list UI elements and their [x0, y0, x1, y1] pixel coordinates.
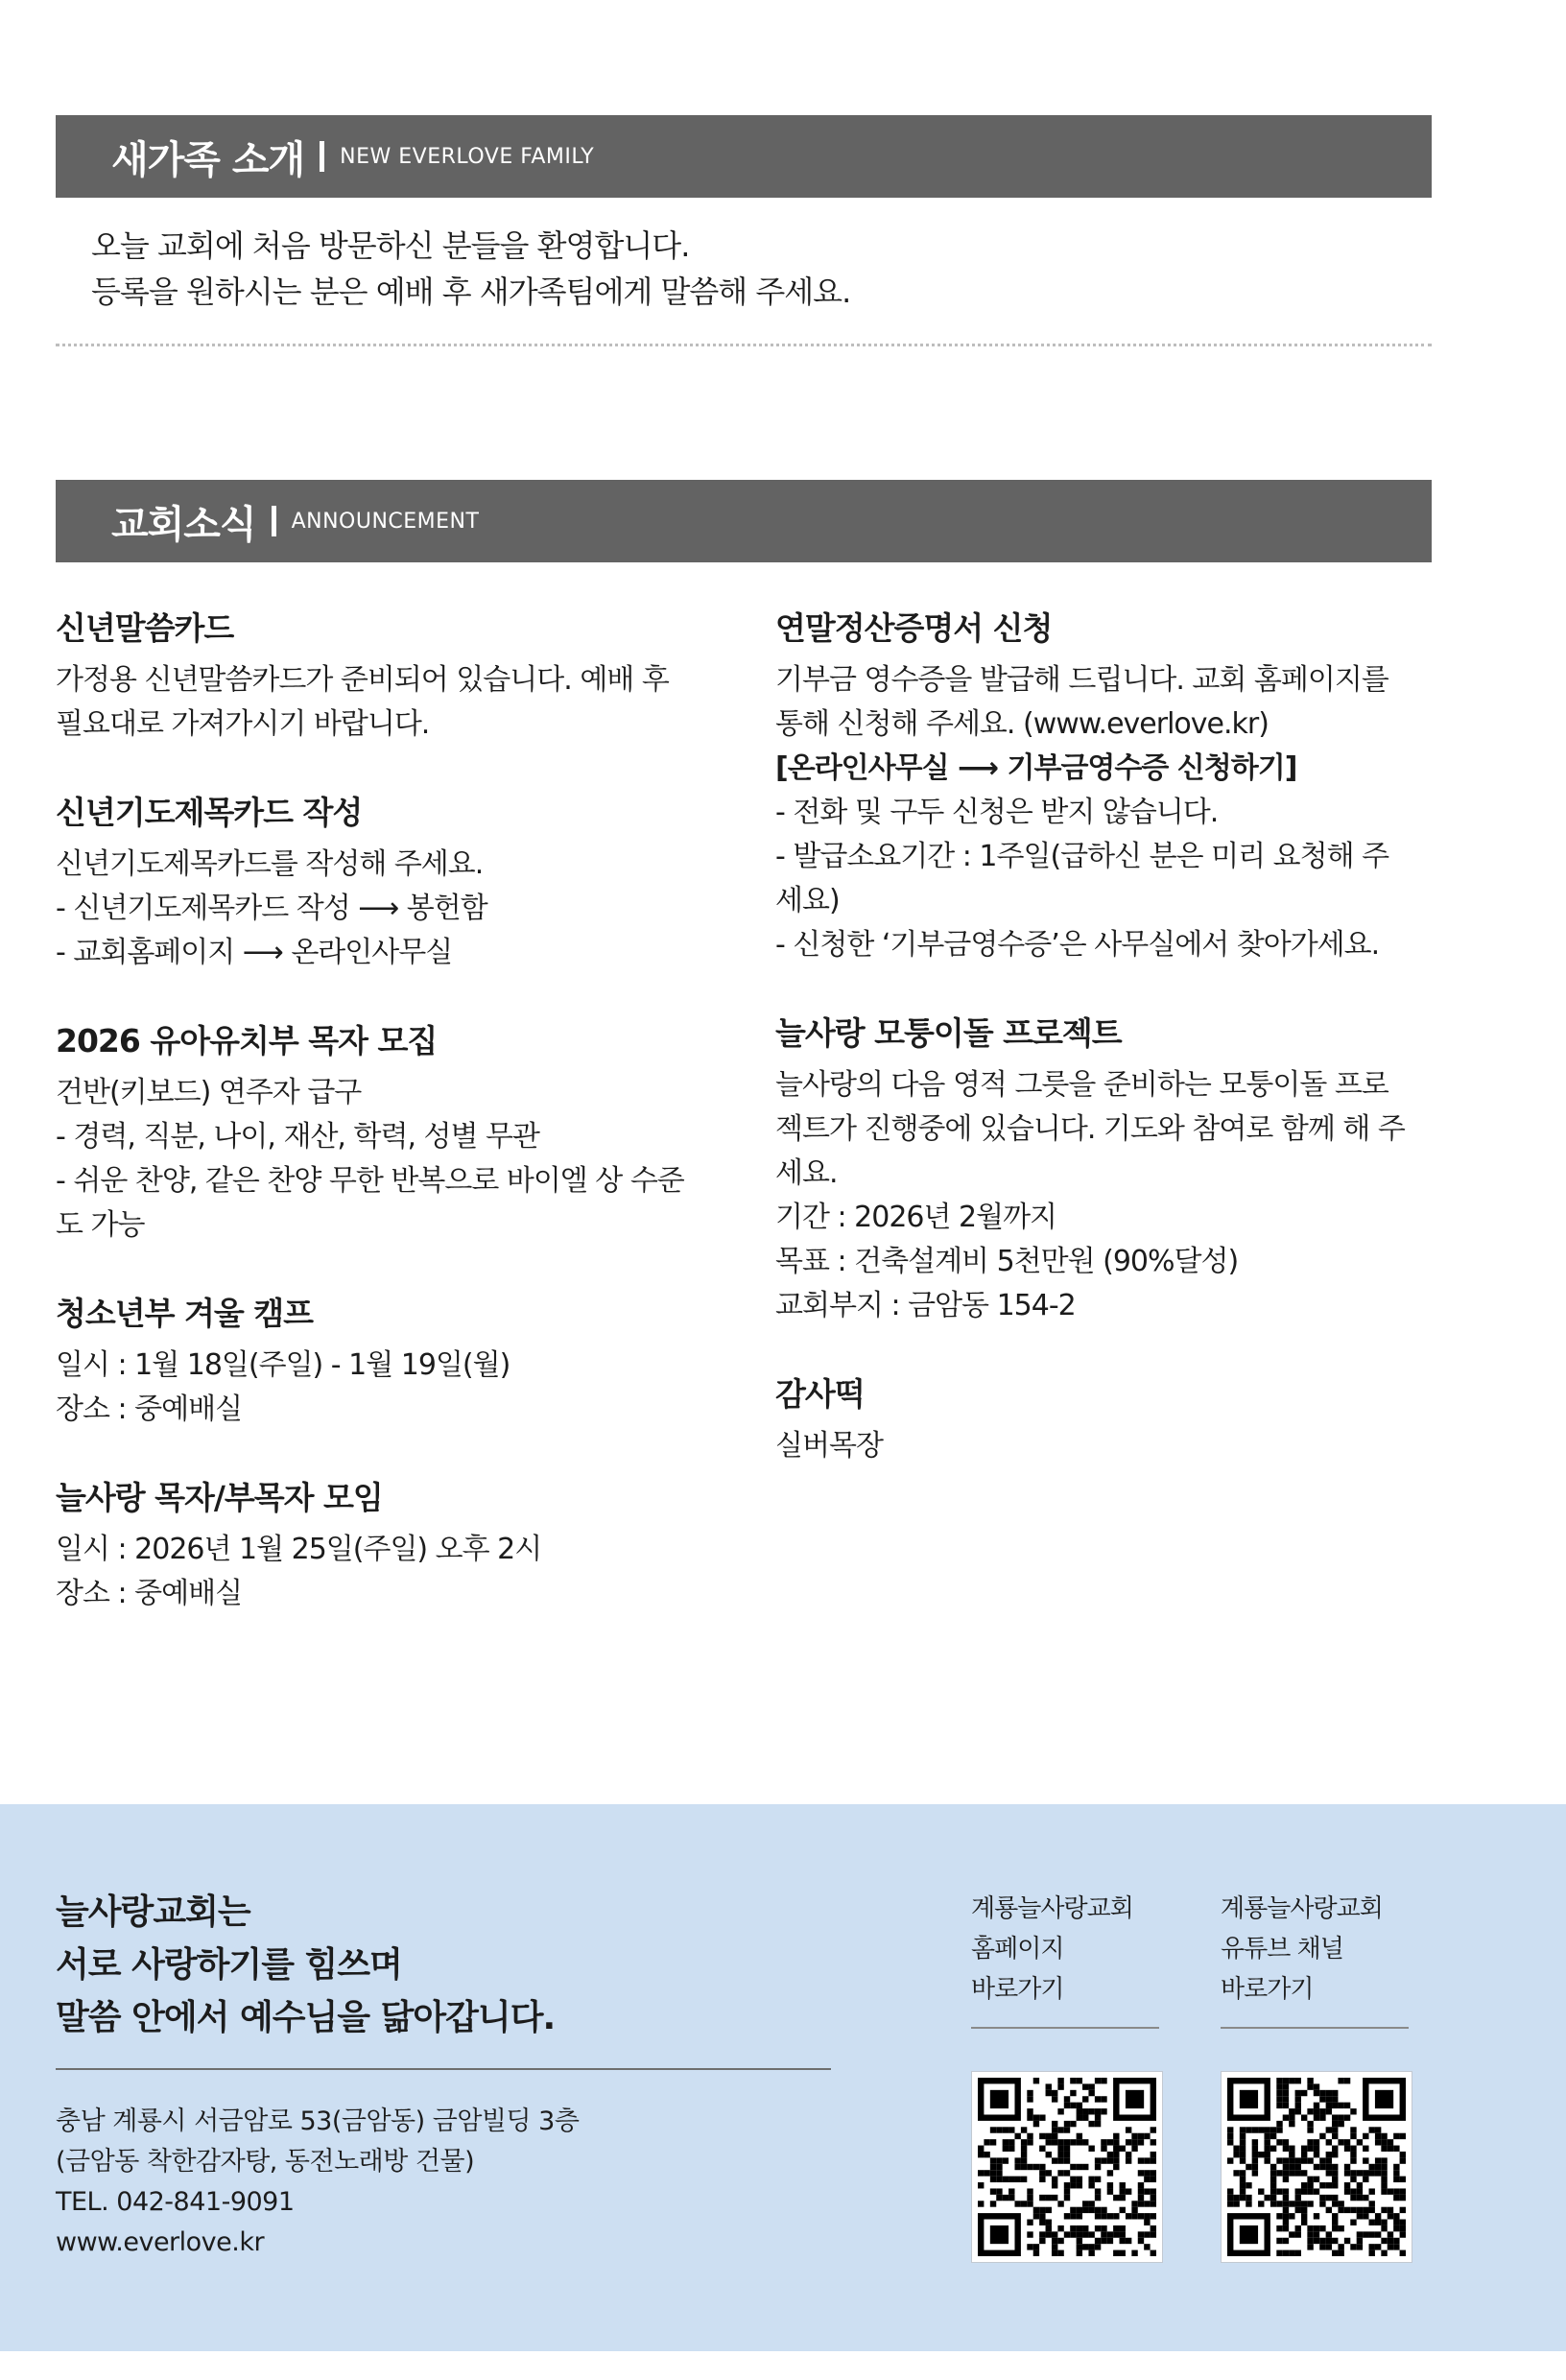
qr-label-line: 바로가기 [1221, 1975, 1314, 2004]
qr-label [971, 1889, 1163, 2010]
announcement-item-line: - 경력, 직분, 나이, 재산, 학력, 성별 무관 [56, 1120, 539, 1154]
announcement-item-title: 늘사랑 목자/부목자 모임 [56, 1479, 383, 1516]
announcement-item-line: - 전화 및 구두 신청은 받지 않습니다. [775, 796, 1219, 829]
slogan-line: 서로 사랑하기를 힘쓰며 [56, 1945, 402, 1985]
announcement-item-title: 감사떡 [775, 1375, 865, 1413]
address-line: 충남 계룡시 서금암로 53(금암동) 금암빌딩 3층 [56, 2106, 580, 2136]
announcement-item [775, 1372, 1447, 1468]
announcement-banner [56, 480, 1432, 562]
announcement-column-right [775, 607, 1447, 1512]
qr-label-line: 홈페이지 [971, 1935, 1064, 1964]
announcement-item-title: 연말정산증명서 신청 [775, 609, 1053, 647]
announcement-item-line: - 신청한 ‘기부금영수증’은 사무실에서 찾아가세요. [775, 928, 1380, 962]
announcement-item-line: - 발급소요기간 : 1주일(급하신 분은 미리 요청해 주 [775, 840, 1389, 873]
announcement-column-left [56, 607, 727, 1660]
announcement-item-line: 신년기도제목카드를 작성해 주세요. [56, 847, 484, 881]
qr-code-icon[interactable] [971, 2071, 1163, 2263]
announcement-item-title: 늘사랑 모퉁이돌 프로젝트 [775, 1014, 1122, 1052]
qr-label-line: 유튜브 채널 [1221, 1935, 1343, 1964]
announcement-item-title: 청소년부 겨울 캠프 [56, 1295, 314, 1332]
announcement-item-line: 기간 : 2026년 2월까지 [775, 1201, 1057, 1234]
announcement-item-line: 늘사랑의 다음 영적 그릇을 준비하는 모퉁이돌 프로 [775, 1068, 1388, 1102]
announcement-item-title: 신년말씀카드 [56, 609, 234, 647]
new-family-title: 새가족 소개 [111, 137, 305, 182]
church-slogan [56, 1886, 555, 2044]
announcement-item-title: 2026 유아유치부 목자 모집 [56, 1022, 438, 1059]
qr-divider [971, 2027, 1159, 2029]
announcement-subtitle: ANNOUNCEMENT [291, 509, 480, 534]
announcement-item [56, 1292, 727, 1432]
announcement-item-line: 건반(키보드) 연주자 급구 [56, 1076, 362, 1109]
announcement-item-line: - 쉬운 찬양, 같은 찬양 무한 반복으로 바이엘 상 수준 [56, 1164, 684, 1198]
announcement-item-title: 신년기도제목카드 작성 [56, 794, 363, 831]
announcement-item-line: 세요. [775, 1156, 838, 1190]
new-family-banner [56, 115, 1432, 198]
announcement-item [775, 1012, 1447, 1328]
intro-line: 등록을 원하시는 분은 예배 후 새가족팀에게 말씀해 주세요. [91, 274, 851, 310]
qr-label-line: 계룡늘사랑교회 [971, 1894, 1133, 1923]
announcement-item-line: 젝트가 진행중에 있습니다. 기도와 참여로 함께 해 주 [775, 1112, 1405, 1146]
announcement-item-line: [온라인사무실 ⟶ 기부금영수증 신청하기] [775, 751, 1297, 785]
announcement-item [56, 1019, 727, 1248]
announcement-item-line: 일시 : 2026년 1월 25일(주일) 오후 2시 [56, 1533, 542, 1566]
announcement-item-line: - 신년기도제목카드 작성 ⟶ 봉헌함 [56, 892, 487, 925]
announcement-item-line: 실버목장 [775, 1429, 883, 1463]
announcement-item-line: 장소 : 중예배실 [56, 1577, 243, 1610]
announcement-item-line: 도 가능 [56, 1208, 145, 1242]
announcement-item-line: 가정용 신년말씀카드가 준비되어 있습니다. 예배 후 [56, 663, 669, 697]
announcement-item-line: 장소 : 중예배실 [56, 1392, 243, 1426]
announcement-title: 교회소식 [111, 502, 256, 547]
qr-label [1221, 1889, 1412, 2010]
qr-code-icon[interactable] [1221, 2071, 1412, 2263]
new-family-intro [91, 223, 850, 315]
announcement-item-line: 목표 : 건축설계비 5천만원 (90%달성) [775, 1245, 1239, 1278]
announcement-item-line: 세요) [775, 884, 840, 917]
new-family-subtitle: NEW EVERLOVE FAMILY [340, 144, 595, 169]
homepage-qr-block[interactable] [971, 1889, 1163, 2263]
announcement-item [56, 791, 727, 975]
website-url[interactable]: www.everlove.kr [56, 2227, 265, 2257]
announcement-item-line: 필요대로 가져가시기 바랍니다. [56, 707, 430, 741]
dotted-divider [56, 344, 1432, 346]
address-line: (금암동 착한감자탕, 동전노래방 건물) [56, 2147, 475, 2177]
announcement-item-line: 교회부지 : 금암동 154-2 [775, 1289, 1076, 1322]
announcement-item [56, 607, 727, 747]
announcement-item [775, 607, 1447, 967]
title-separator [320, 141, 324, 172]
announcement-item-line: 통해 신청해 주세요. (www.everlove.kr) [775, 707, 1269, 741]
intro-line: 오늘 교회에 처음 방문하신 분들을 환영합니다. [91, 227, 690, 264]
qr-divider [1221, 2027, 1409, 2029]
slogan-line: 늘사랑교회는 [56, 1892, 250, 1932]
phone-number: TEL. 042-841-9091 [56, 2187, 295, 2217]
announcement-item-line: 일시 : 1월 18일(주일) - 1월 19일(월) [56, 1348, 510, 1382]
slogan-line: 말씀 안에서 예수님을 닮아갑니다. [56, 1998, 556, 2037]
announcement-item-line: 기부금 영수증을 발급해 드립니다. 교회 홈페이지를 [775, 663, 1388, 697]
qr-label-line: 바로가기 [971, 1975, 1064, 2004]
youtube-qr-block[interactable] [1221, 1889, 1412, 2263]
footer-divider [56, 2068, 831, 2070]
church-address [56, 2102, 579, 2263]
qr-label-line: 계룡늘사랑교회 [1221, 1894, 1383, 1923]
title-separator [272, 506, 276, 536]
footer [0, 1804, 1566, 2351]
announcement-item-line: - 교회홈페이지 ⟶ 온라인사무실 [56, 936, 453, 969]
announcement-item [56, 1476, 727, 1616]
